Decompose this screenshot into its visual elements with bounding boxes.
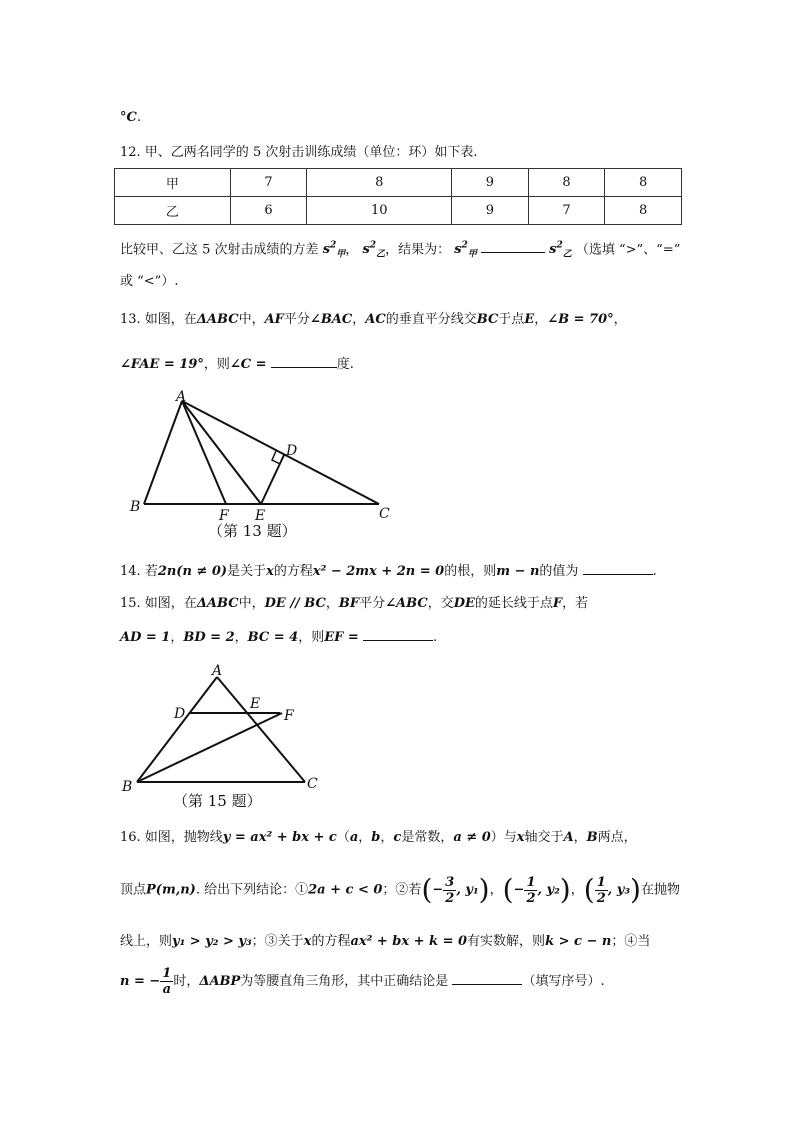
label-b: B <box>122 779 133 795</box>
q15-line2: AD = 1，BD = 2，BC = 4，则EF = . <box>120 626 437 648</box>
label-b: B <box>130 499 141 515</box>
label-a: A <box>212 663 223 679</box>
label-c: C <box>307 776 318 792</box>
figure-caption: （第 15 题） <box>173 792 262 810</box>
q15-figure <box>118 660 338 810</box>
q13-figure <box>125 385 405 545</box>
q11-tail: °C. <box>120 110 141 125</box>
label-f: F <box>219 508 229 524</box>
table-row: 甲 7 8 9 8 8 <box>115 169 682 197</box>
answer-blank[interactable] <box>481 238 545 253</box>
label-d: D <box>286 443 298 459</box>
label-e: E <box>255 508 266 524</box>
q12-score-table <box>114 168 682 225</box>
label-c: C <box>379 506 390 522</box>
label-e: E <box>250 696 261 712</box>
answer-blank[interactable] <box>452 970 522 985</box>
figure-caption: （第 13 题） <box>208 522 297 540</box>
label-d: D <box>174 706 186 722</box>
q16-line3: 线上，则y₁ > y₂ > y₃；③关于x的方程ax² + bx + k = 0有实数解，则k > c − n；④当 <box>120 934 651 949</box>
q15-line1: 15. 如图，在ΔABC中，DE // BC，BF平分∠ABC，交DE的延长线于点F，若 <box>120 596 589 611</box>
q16-line1: 16. 如图，抛物线y = ax² + bx + c（a，b，c是常数，a ≠ 0）与x轴交于A，B两点， <box>120 830 637 845</box>
label-a: A <box>176 389 187 405</box>
q14-line: 14. 若2n(n ≠ 0)是关于x的方程x² − 2mx + 2n = 0的根，则m − n的值为 . <box>120 560 657 582</box>
q16-line4: n = − $\frac{1}{a}$ 时，ΔABP为等腰直角三角形，其中正确结论是 （填写序号）. <box>120 966 605 997</box>
table-row: 乙 6 10 9 7 8 <box>115 197 682 225</box>
answer-blank[interactable] <box>363 626 433 641</box>
q16-line2: 顶点P(m,n). 给出下列结论：①2a + c < 0；②若(− $\frac{3}{2}$ , y₁)，(− $\frac{1}{2}$ , y₂)，( $\frac{1}{2}$ , y₃)在抛物 <box>120 873 680 906</box>
label-f: F <box>284 708 294 724</box>
q12-intro: 12. 甲、乙两名同学的 5 次射击训练成绩（单位：环）如下表. <box>120 145 478 160</box>
answer-blank[interactable] <box>583 560 653 575</box>
q13-line2: ∠FAE = 19°，则∠C = 度. <box>120 353 354 375</box>
q13-line1: 13. 如图，在ΔABC中，AF平分∠BAC，AC的垂直平分线交BC于点E，∠B = 70°， <box>120 312 627 327</box>
q12-choose-line: 或 “<”）. <box>120 274 179 289</box>
answer-blank[interactable] <box>271 353 337 368</box>
q12-compare-line: 比较甲、乙这 5 次射击成绩的方差 $s^2_甲$， $s^2_乙$，结果为： $s^2_甲$ $s^2_乙$ （选填 “>”、“=” <box>120 236 680 265</box>
